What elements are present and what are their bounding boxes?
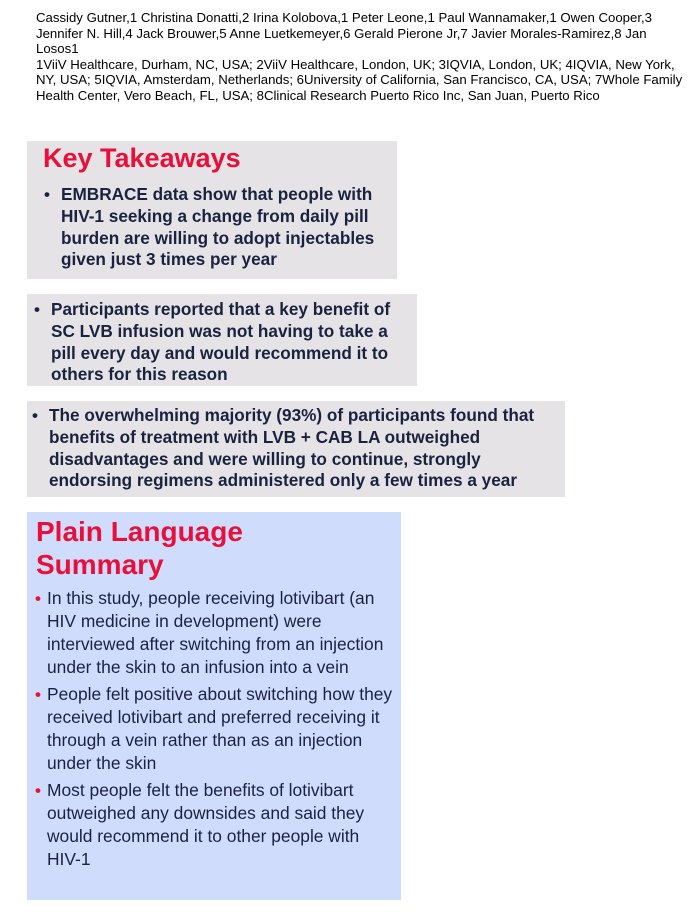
list-item <box>35 779 397 871</box>
key-takeaways-list <box>32 405 561 492</box>
bullet-icon: • <box>34 300 40 319</box>
key-takeaways-box <box>27 141 397 279</box>
bullet-icon: • <box>35 685 41 704</box>
summary-text: In this study, people receiving lotivibart (an HIV medicine in development) were interviewed after switching from an injection under the skin to an infusion into a vein <box>47 588 384 677</box>
bullet-icon: • <box>35 781 41 800</box>
bullet-icon: • <box>32 406 38 425</box>
key-takeaways-list <box>34 299 413 386</box>
plain-language-summary-box <box>27 512 401 900</box>
author-names: Cassidy Gutner,1 Christina Donatti,2 Irina Kolobova,1 Peter Leone,1 Paul Wannamaker,1 Owen Cooper,3 Jennifer N. Hill,4 Jack Brouwer,5 Anne Luetkemeyer,6 Gerald Pierone Jr,7 Javier Morales-Ramirez,8 Jan Losos1 <box>36 10 653 57</box>
summary-text: People felt positive about switching how they received lotivibart and preferred receiving it through a vein rather than as an injection under the skin <box>47 684 393 773</box>
author-affiliations: 1ViiV Healthcare, Durham, NC, USA; 2ViiV Healthcare, London, UK; 3IQVIA, London, UK; 4IQVIA, New York, NY, USA; 5IQVIA, Amsterdam, Netherlands; 6University of California, San Francisco, CA, USA; 7Whole Family Health Center, Vero Beach, FL, USA; 8Clinical Research Puerto Rico Inc, San Juan, Puerto Rico <box>36 56 683 103</box>
key-takeaway-text: Participants reported that a key benefit of SC LVB infusion was not having to take a pill every day and would recommend it to others for this reason <box>51 299 391 385</box>
plain-language-summary-title: Plain Language Summary <box>36 516 243 580</box>
summary-text: Most people felt the benefits of lotivibart outweighed any downsides and said they would recommend it to other people with HIV-1 <box>47 780 365 869</box>
author-block <box>36 10 686 104</box>
list-item <box>35 683 397 775</box>
key-takeaway-text: The overwhelming majority (93%) of participants found that benefits of treatment with LVB + CAB LA outweighed disadvantages and were willing to continue, strongly endorsing regimens administered only a few times a year <box>49 405 535 491</box>
list-item <box>34 299 413 386</box>
key-takeaway-box-2 <box>27 294 417 386</box>
key-takeaway-text: EMBRACE data show that people with HIV-1 seeking a change from daily pill burden are willing to adopt injectables given just 3 times per year <box>61 184 375 270</box>
list-item <box>32 405 561 492</box>
list-item <box>44 184 391 271</box>
bullet-icon: • <box>44 185 50 204</box>
key-takeaway-box-3 <box>27 401 565 497</box>
plain-language-summary-list <box>35 587 397 875</box>
key-takeaways-title: Key Takeaways <box>43 143 241 173</box>
list-item <box>35 587 397 679</box>
bullet-icon: • <box>35 589 41 608</box>
key-takeaways-list <box>44 184 391 271</box>
